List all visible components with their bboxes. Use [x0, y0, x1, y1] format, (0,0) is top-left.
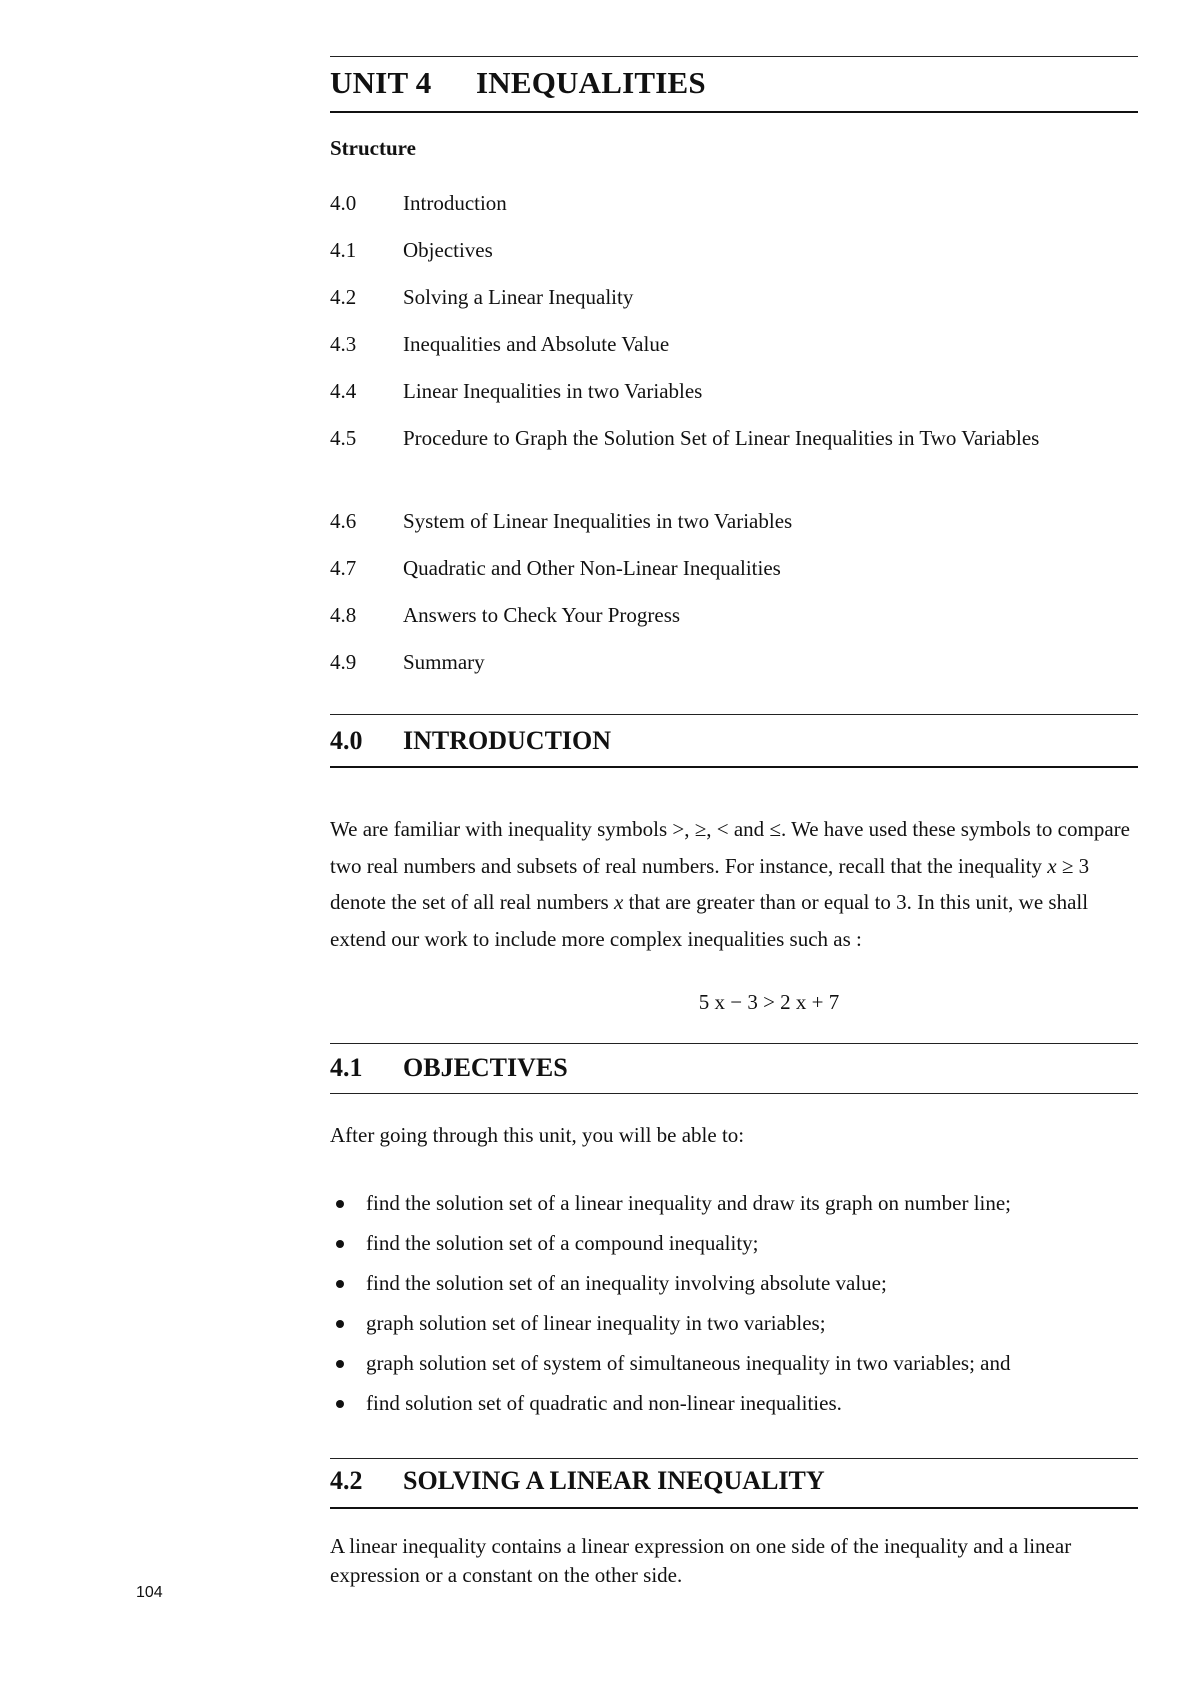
objective-item — [330, 1188, 1138, 1218]
unit-title-rule — [330, 111, 1138, 113]
toc-number: 4.4 — [330, 379, 357, 403]
section-heading-objectives — [330, 1053, 568, 1083]
section-rule-top — [330, 1043, 1138, 1044]
toc-item — [330, 420, 1138, 456]
toc-item — [330, 550, 1138, 586]
objective-item — [330, 1268, 1138, 1298]
variable-x: x — [1047, 853, 1057, 878]
section-rule-bottom — [330, 766, 1138, 768]
toc-number: 4.5 — [330, 426, 357, 450]
toc-number: 4.7 — [330, 556, 357, 580]
toc-number: 4.8 — [330, 603, 357, 627]
section-rule-bottom — [330, 1093, 1138, 1094]
section-title: OBJECTIVES — [403, 1053, 568, 1082]
toc-item — [330, 644, 1138, 680]
toc-number: 4.9 — [330, 650, 357, 674]
introduction-paragraph — [330, 811, 1138, 957]
section-number: 4.1 — [330, 1053, 363, 1082]
objectives-lead: After going through this unit, you will be able to: — [330, 1123, 745, 1147]
toc-label: Answers to Check Your Progress — [403, 603, 681, 627]
page-number: 104 — [136, 1584, 163, 1601]
bullet-icon — [330, 1308, 366, 1338]
objective-item — [330, 1348, 1138, 1378]
toc-item — [330, 597, 1138, 633]
objective-text: graph solution set of system of simultaneous inequality in two variables; and — [366, 1351, 1011, 1375]
section-rule-bottom — [330, 1507, 1138, 1509]
bullet-icon — [330, 1268, 366, 1298]
objective-item — [330, 1388, 1138, 1418]
section-rule-top — [330, 714, 1138, 715]
toc-item — [330, 232, 1138, 268]
objective-item — [330, 1228, 1138, 1258]
section-title: INTRODUCTION — [403, 726, 612, 755]
intro-text-2: ≥ 3 denote the set of all real numbers — [330, 853, 1090, 914]
toc-number: 4.3 — [330, 332, 357, 356]
toc-label: Quadratic and Other Non-Linear Inequalities — [403, 556, 781, 580]
objective-text: find solution set of quadratic and non-linear inequalities. — [366, 1391, 842, 1415]
top-rule — [330, 56, 1138, 57]
toc-item — [330, 185, 1138, 221]
toc-label: Linear Inequalities in two Variables — [403, 379, 703, 403]
section-number: 4.0 — [330, 726, 363, 755]
toc-number: 4.6 — [330, 509, 357, 533]
toc-number: 4.0 — [330, 191, 357, 215]
toc-number: 4.2 — [330, 285, 357, 309]
intro-text-3: that are greater than or equal to 3. In this unit, we shall extend our work to include more complex inequalities such as : — [330, 890, 1089, 951]
toc-label: Inequalities and Absolute Value — [403, 332, 670, 356]
toc-label: System of Linear Inequalities in two Variables — [403, 509, 793, 533]
unit-number: UNIT 4 — [330, 65, 432, 100]
unit-title — [330, 65, 706, 101]
unit-name: INEQUALITIES — [476, 65, 706, 100]
toc-label: Summary — [403, 650, 485, 674]
toc-item — [330, 326, 1138, 362]
intro-text-1: We are familiar with inequality symbols >, ≥, < and ≤. We have used these symbols to compare two real numbers and subsets of real numbers. For instance, recall that the inequality — [330, 817, 1130, 878]
structure-heading: Structure — [330, 136, 416, 160]
objective-item — [330, 1308, 1138, 1338]
section-rule-top — [330, 1458, 1138, 1459]
section-heading-introduction — [330, 726, 611, 756]
toc-item — [330, 503, 1138, 539]
toc-label: Introduction — [403, 191, 507, 215]
solving-paragraph: A linear inequality contains a linear expression on one side of the inequality and a linear expression or a constant on the other side. — [330, 1534, 1072, 1587]
section-number: 4.2 — [330, 1466, 363, 1495]
objective-text: find the solution set of a linear inequality and draw its graph on number line; — [366, 1191, 1012, 1215]
bullet-icon — [330, 1188, 366, 1218]
objective-text: find the solution set of a compound inequality; — [366, 1231, 759, 1255]
section-heading-solving — [330, 1466, 825, 1496]
example-equation: 5 x − 3 > 2 x + 7 — [698, 990, 840, 1014]
toc-number: 4.1 — [330, 238, 357, 262]
bullet-icon — [330, 1228, 366, 1258]
toc-label: Objectives — [403, 238, 493, 262]
bullet-icon — [330, 1348, 366, 1378]
toc-label: Procedure to Graph the Solution Set of Linear Inequalities in Two Variables — [403, 426, 1040, 450]
toc-label: Solving a Linear Inequality — [403, 285, 634, 309]
objective-text: graph solution set of linear inequality in two variables; — [366, 1311, 826, 1335]
toc-item — [330, 373, 1138, 409]
variable-x: x — [613, 890, 624, 914]
toc-item — [330, 279, 1138, 315]
bullet-icon — [330, 1388, 366, 1418]
objective-text: find the solution set of an inequality involving absolute value; — [366, 1271, 887, 1295]
section-title: SOLVING A LINEAR INEQUALITY — [403, 1466, 825, 1495]
